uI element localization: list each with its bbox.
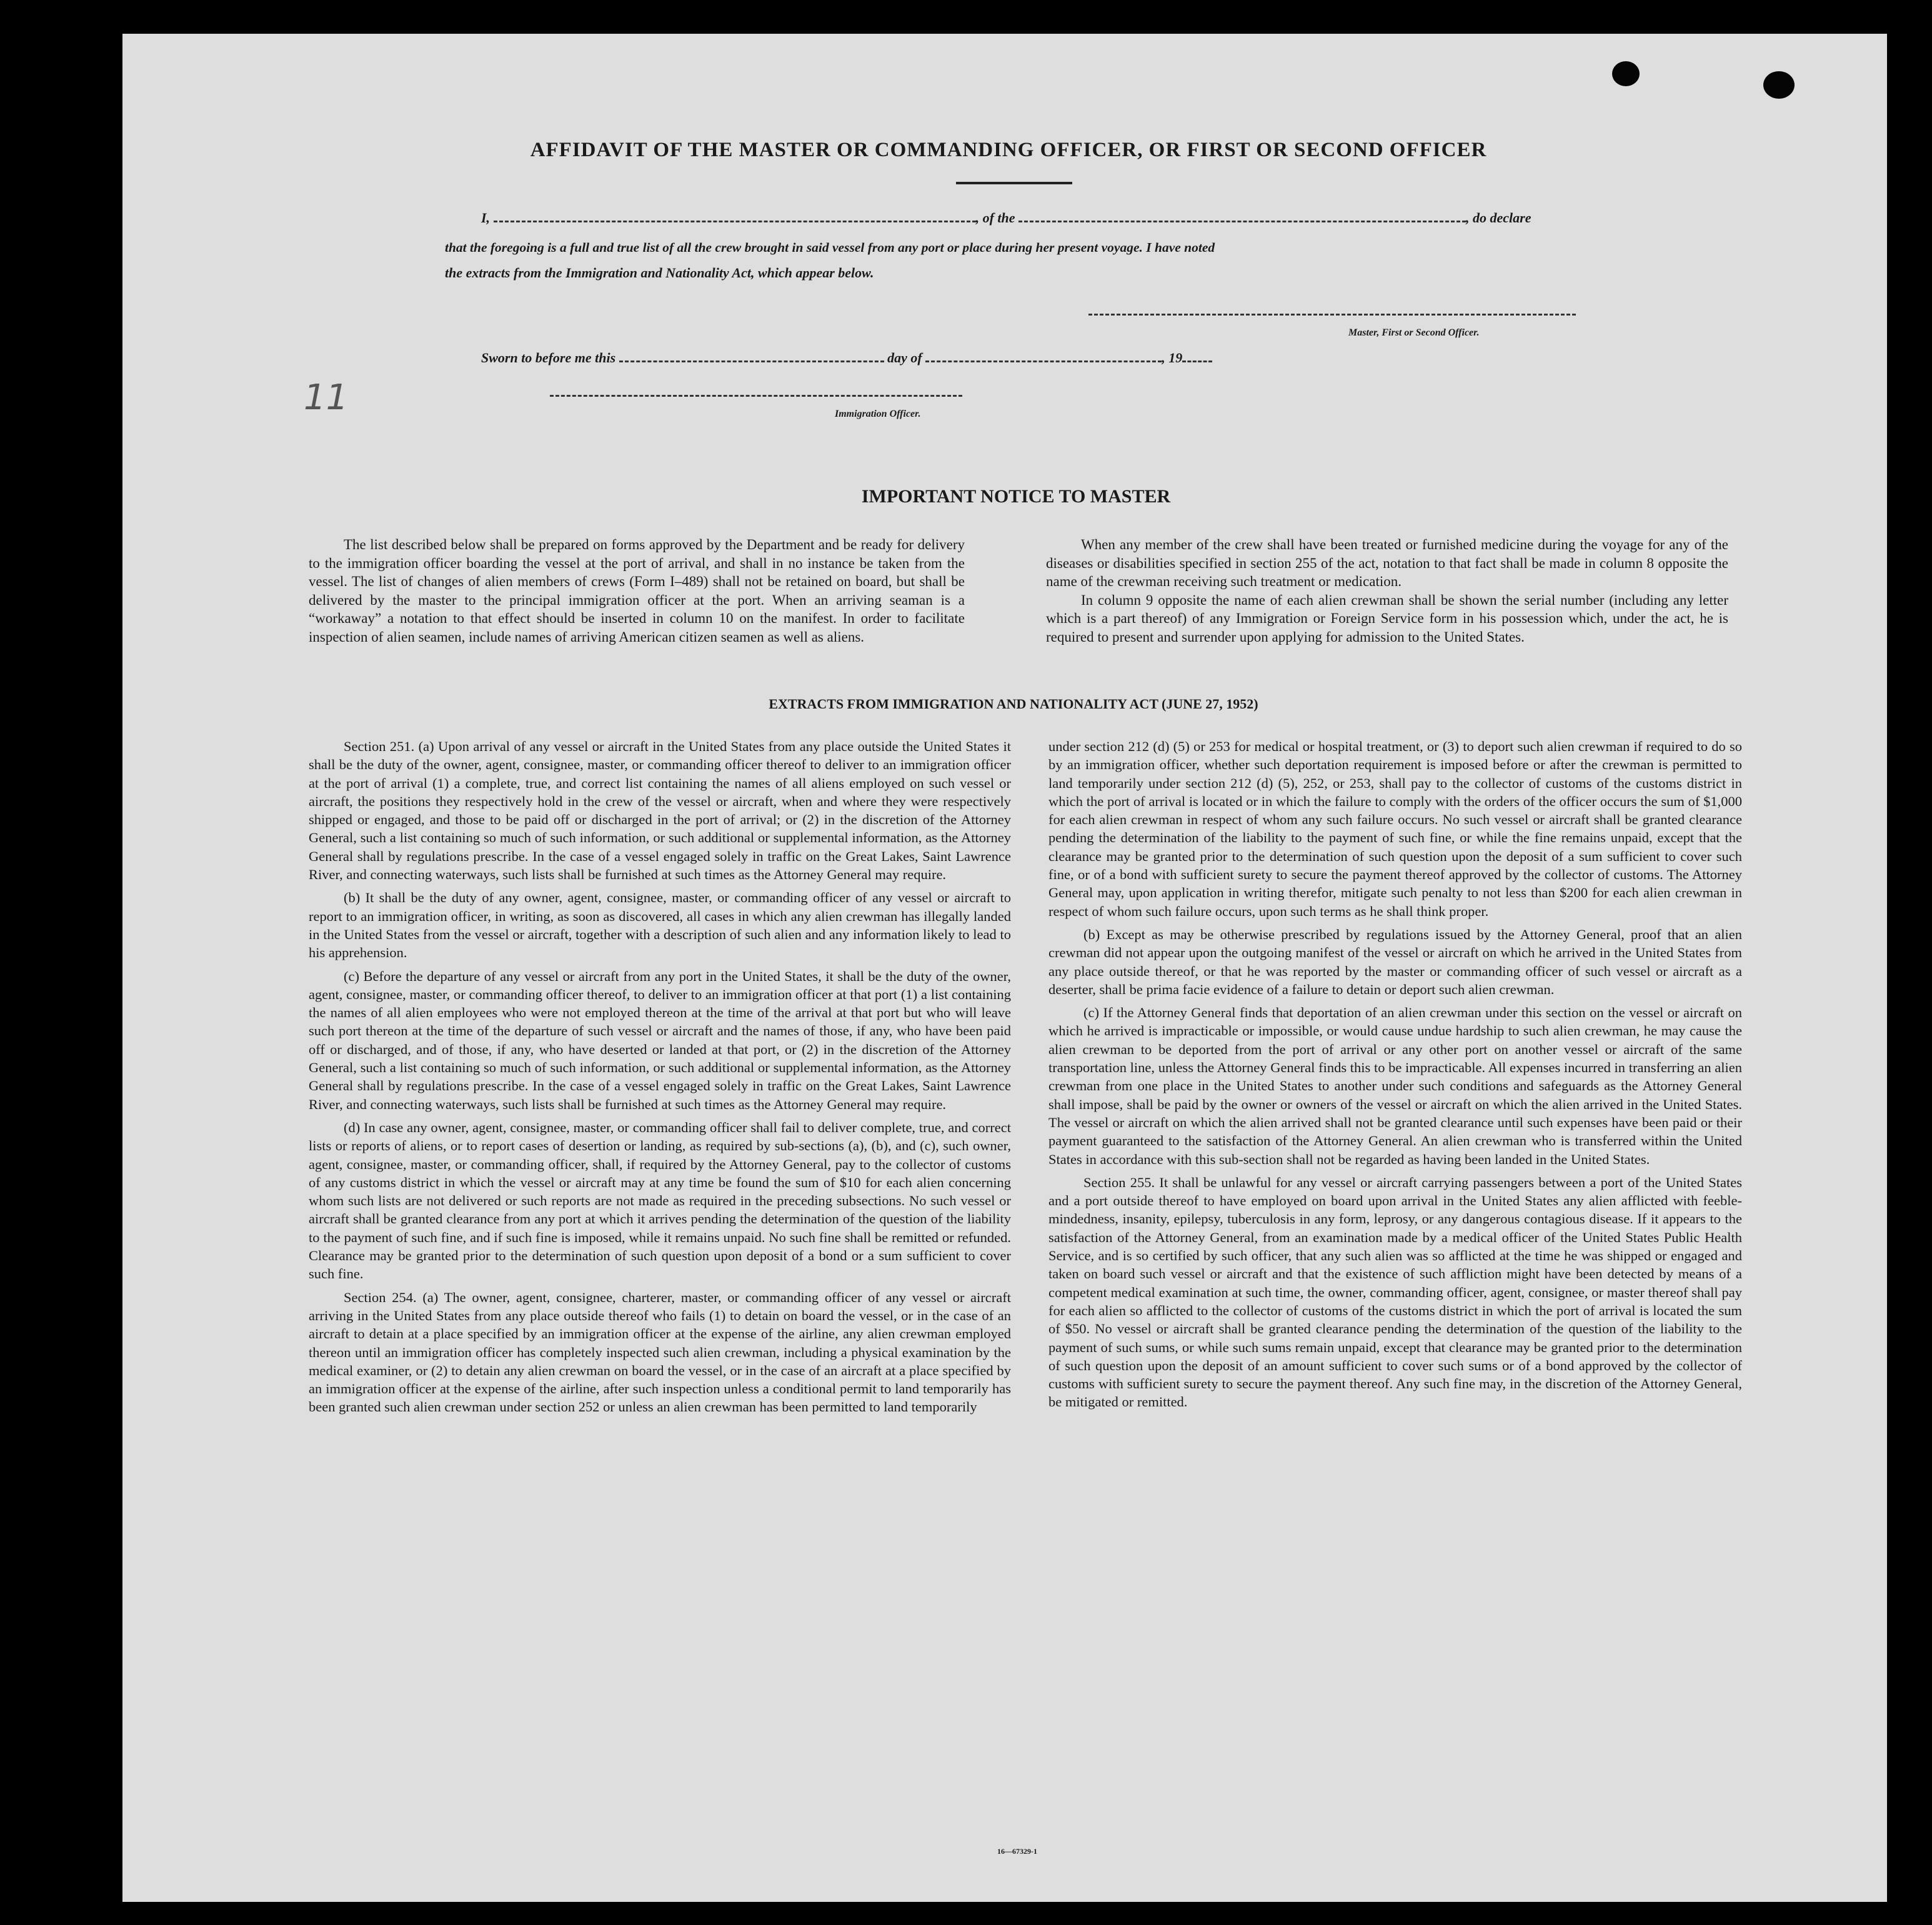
master-signature-label: Master, First or Second Officer. — [1348, 327, 1480, 338]
vessel-field[interactable] — [1018, 221, 1466, 222]
declaration-line-2: that the foregoing is a full and true list of all the crew brought in said vessel from any port or place during her present voyage. I have noted — [445, 240, 1215, 255]
of-the-label: , of the — [975, 210, 1015, 226]
document-page — [122, 34, 1887, 1902]
sworn-year-field[interactable] — [1182, 361, 1212, 362]
notice-left-column — [309, 535, 965, 647]
section-251-a: Section 251. (a) Upon arrival of any vessel or aircraft in the United States from any place outside the United States it shall be the duty of the owner, agent, consignee, master, or commanding officer thereof to deliver to an immigration officer at the port of arrival (1) a complete, true, and correct list containing the names of all aliens employed on such vessel or aircraft, the positions they respectively hold in the crew of the vessel or aircraft, when and where they were respectively shipped or engaged, and those to be paid off or discharged in the port of arrival; or (2) in the discretion of the Attorney General, such a list containing so much of such information, or such additional or supplemental information, as the Attorney General shall by regulations prescribe. In the case of a vessel engaged solely in traffic on the Great Lakes, Saint Lawrence River, and connecting waterways, such lists shall be furnished at such times as the Attorney General may require. — [309, 739, 1011, 883]
master-signature-line[interactable] — [1088, 314, 1576, 316]
do-declare-label: , do declare — [1466, 210, 1531, 226]
extracts-right-column — [1048, 737, 1742, 1411]
notice-right-paragraph-1: When any member of the crew shall have been treated or furnished medicine during the voyage for any of the diseases or disabilities specified in section 255 of the act, notation to that fact shall be made in column 8 opposite the name of the crewman receiving such treatment or medication. — [1046, 537, 1728, 590]
sworn-month-field[interactable] — [925, 361, 1162, 362]
extracts-left-column — [309, 737, 1011, 1416]
sworn-line — [481, 350, 1212, 366]
title-rule — [956, 182, 1072, 184]
section-254-a-continued: under section 212 (d) (5) or 253 for medical or hospital treatment, or (3) to deport such alien crewman if required to do so by an immigration officer, whether such deportation requirement is imposed before or after the crewman is permitted to land temporarily under section 212 (d) (5), 252, or 253, shall pay to the collector of customs of the customs district in which the port of arrival is located or in which the failure to comply with the orders of the officer occurs the sum of $1,000 for each alien crewman in respect of whom any such failure occurs. No such vessel or aircraft shall be granted clearance pending the determination of the liability to the payment of such fine, or while the fine remains unpaid, except that the clearance may be granted prior to the determination of such question upon the deposit of a sum sufficient to cover such fine, or of a bond with sufficient surety to secure the payment thereof approved by the collector of customs. The Attorney General may, upon application in writing therefor, mitigate such penalty to not less than $200 for each alien crewman in respect of whom such failure occurs, upon such terms as he shall think proper. — [1048, 739, 1742, 919]
punch-hole — [1763, 71, 1795, 99]
declaration-line-1 — [481, 210, 1531, 226]
section-251-b: (b) It shall be the duty of any owner, agent, consignee, master, or commanding officer of any vessel or aircraft to report to an immigration officer, in writing, as soon as discovered, all cases in which any alien crewman has illegally landed in the United States from the vessel or aircraft, together with a description of such alien and any information likely to lead to his apprehension. — [309, 890, 1011, 961]
notice-right-paragraph-2: In column 9 opposite the name of each alien crewman shall be shown the serial number (including any letter which is a part thereof) of any Immigration or Foreign Service form in his possession which, under the act, he is required to present and surrender upon applying for admission to the United States. — [1046, 592, 1728, 645]
section-254-b: (b) Except as may be otherwise prescribed by regulations issued by the Attorney General, proof that an alien crewman did not appear upon the outgoing manifest of the vessel or aircraft on which he arrived in the United States from any place outside thereof, or that he was reported by the master or commanding officer of such vessel or aircraft as a deserter, shall be prima facie evidence of a failure to detain or deport such alien crewman. — [1048, 926, 1742, 997]
punch-hole — [1612, 61, 1640, 86]
sworn-label: Sworn to before me this — [481, 350, 616, 366]
officer-signature-line[interactable] — [550, 395, 962, 397]
margin-mark: 11 — [304, 377, 349, 418]
year-prefix-label: , 19 — [1162, 350, 1183, 366]
affidavit-title: AFFIDAVIT OF THE MASTER OR COMMANDING OFFICER, OR FIRST OR SECOND OFFICER — [530, 139, 1487, 161]
form-code: 16—67329-1 — [997, 1847, 1037, 1856]
section-254-a: Section 254. (a) The owner, agent, consignee, charterer, master, or commanding officer of any vessel or aircraft arriving in the United States from any place outside thereof who fails (1) to detain on board the vessel, or in the case of an aircraft to detain at a place specified by an immigration officer at the expense of the airline, any alien crewman employed thereon until an immigration officer has completely inspected such alien crewman, including a physical examination by the medical examiner, or (2) to detain any alien crewman on board the vessel, or in the case of an aircraft at a place specified by an immigration officer at the expense of the airline, after such inspection unless a conditional permit to land temporarily has been granted such alien crewman under section 252 or unless an alien crewman has been permitted to land temporarily — [309, 1289, 1011, 1415]
section-254-c: (c) If the Attorney General finds that deportation of an alien crewman under this section on the vessel or aircraft on which he arrived is impracticable or impossible, or would cause undue hardship to such alien crewman, he may cause the alien crewman to be deported from the port of arrival or any other port on another vessel or aircraft of the same transportation line, unless the Attorney General finds this to be impracticable. All expenses incurred in transferring an alien crewman from one place in the United States to another under such conditions and safeguards as the Attorney General shall impose, shall be paid by the owner or owners of the vessel or aircraft on which the alien arrived in the United States. The vessel or aircraft on which the alien arrived shall not be granted clearance until such expenses have been paid or their payment guaranteed to the satisfaction of the Attorney General. An alien crewman who is transferred within the United States in accordance with this sub-section shall not be regarded as having been landed in the United States. — [1048, 1005, 1742, 1167]
notice-right-column — [1046, 535, 1728, 647]
day-of-label: day of — [887, 350, 922, 366]
sworn-day-field[interactable] — [619, 361, 884, 362]
section-251-d: (d) In case any owner, agent, consignee, master, or commanding officer shall fail to deliver complete, true, and correct lists or reports of aliens, or to report cases of desertion or landing, as required by sub-sections (a), (b), and (c), such owner, agent, consignee, master, or commanding officer, shall, if required by the Attorney General, pay to the collector of customs of any customs district in which the vessel or aircraft may at any time be found the sum of $10 for each alien concerning whom such lists are not delivered or such reports are not made as required in the preceding subsections. No such vessel or aircraft shall be granted clearance from any port at which it arrives pending the determination of the question of the liability to the payment of such fine, and if such fine is imposed, while it remains unpaid. No such fine shall be remitted or refunded. Clearance may be granted prior to the determination of such question upon deposit of a bond or a sum sufficient to cover such fine. — [309, 1119, 1011, 1282]
name-field[interactable] — [494, 221, 976, 222]
i-label: I, — [481, 210, 490, 226]
declaration-line-3: the extracts from the Immigration and Nationality Act, which appear below. — [445, 265, 874, 281]
officer-signature-label: Immigration Officer. — [835, 409, 921, 419]
notice-title: IMPORTANT NOTICE TO MASTER — [861, 486, 1171, 507]
notice-left-paragraph: The list described below shall be prepared on forms approved by the Department and be ready for delivery to the immigration officer boarding the vessel at the port of arrival, and shall in no instance be taken from the vessel. The list of changes of alien members of crews (Form I–489) shall not be retained on board, but shall be delivered by the master to the principal immigration officer at the port. When an arriving seaman is a “workaway” a notation to that effect should be inserted in column 10 on the manifest. In order to facilitate inspection of alien seamen, include names of arriving American citizen seamen as well as aliens. — [309, 537, 965, 645]
section-251-c: (c) Before the departure of any vessel or aircraft from any port in the United States, it shall be the duty of the owner, agent, consignee, master, or commanding officer thereof, to deliver to an immigration officer at that port (1) a list containing the names of all alien employees who were not employed thereon at the time of the arrival at that port but who will leave such port thereon at the time of the departure of such vessel or aircraft and the names of those, if any, who have been paid off or discharged, and of those, if any, who have deserted or landed at that port, or (2) in the discretion of the Attorney General, such a list containing so much of such information, or such additional or supplemental information, as the Attorney General shall by regulations prescribe. In the case of a vessel engaged solely in traffic on the Great Lakes, Saint Lawrence River, and connecting waterways, such lists shall be furnished at such times as the Attorney General may require. — [309, 968, 1011, 1112]
extracts-title: EXTRACTS FROM IMMIGRATION AND NATIONALITY ACT (JUNE 27, 1952) — [769, 696, 1258, 712]
section-255: Section 255. It shall be unlawful for any vessel or aircraft carrying passengers between a port of the United States and a port outside thereof to have employed on board upon arrival in the United States any alien afflicted with feeble-mindedness, insanity, epilepsy, tuberculosis in any form, leprosy, or any dangerous contagious disease. If it appears to the satisfaction of the Attorney General, from an examination made by a medical officer of the United States Public Health Service, and is so certified by such officer, that any such alien was so afflicted at the time he was shipped or engaged and taken on board such vessel or aircraft and that the existence of such affliction might have been detected by means of a competent medical examination at such time, the owner, commanding officer, agent, consignee, or master thereof shall pay for each alien so afflicted to the collector of customs of the customs district in which the port of arrival is located the sum of $50. No vessel or aircraft shall be granted clearance pending the determination of the question of the liability to the payment of such sums, or while such sums remain unpaid, except that clearance may be granted prior to the determination of such question upon the deposit of an amount sufficient to cover such sums or of a bond approved by the collector of customs with sufficient surety to secure the payment thereof. Any such fine may, in the discretion of the Attorney General, be mitigated or remitted. — [1048, 1174, 1742, 1410]
